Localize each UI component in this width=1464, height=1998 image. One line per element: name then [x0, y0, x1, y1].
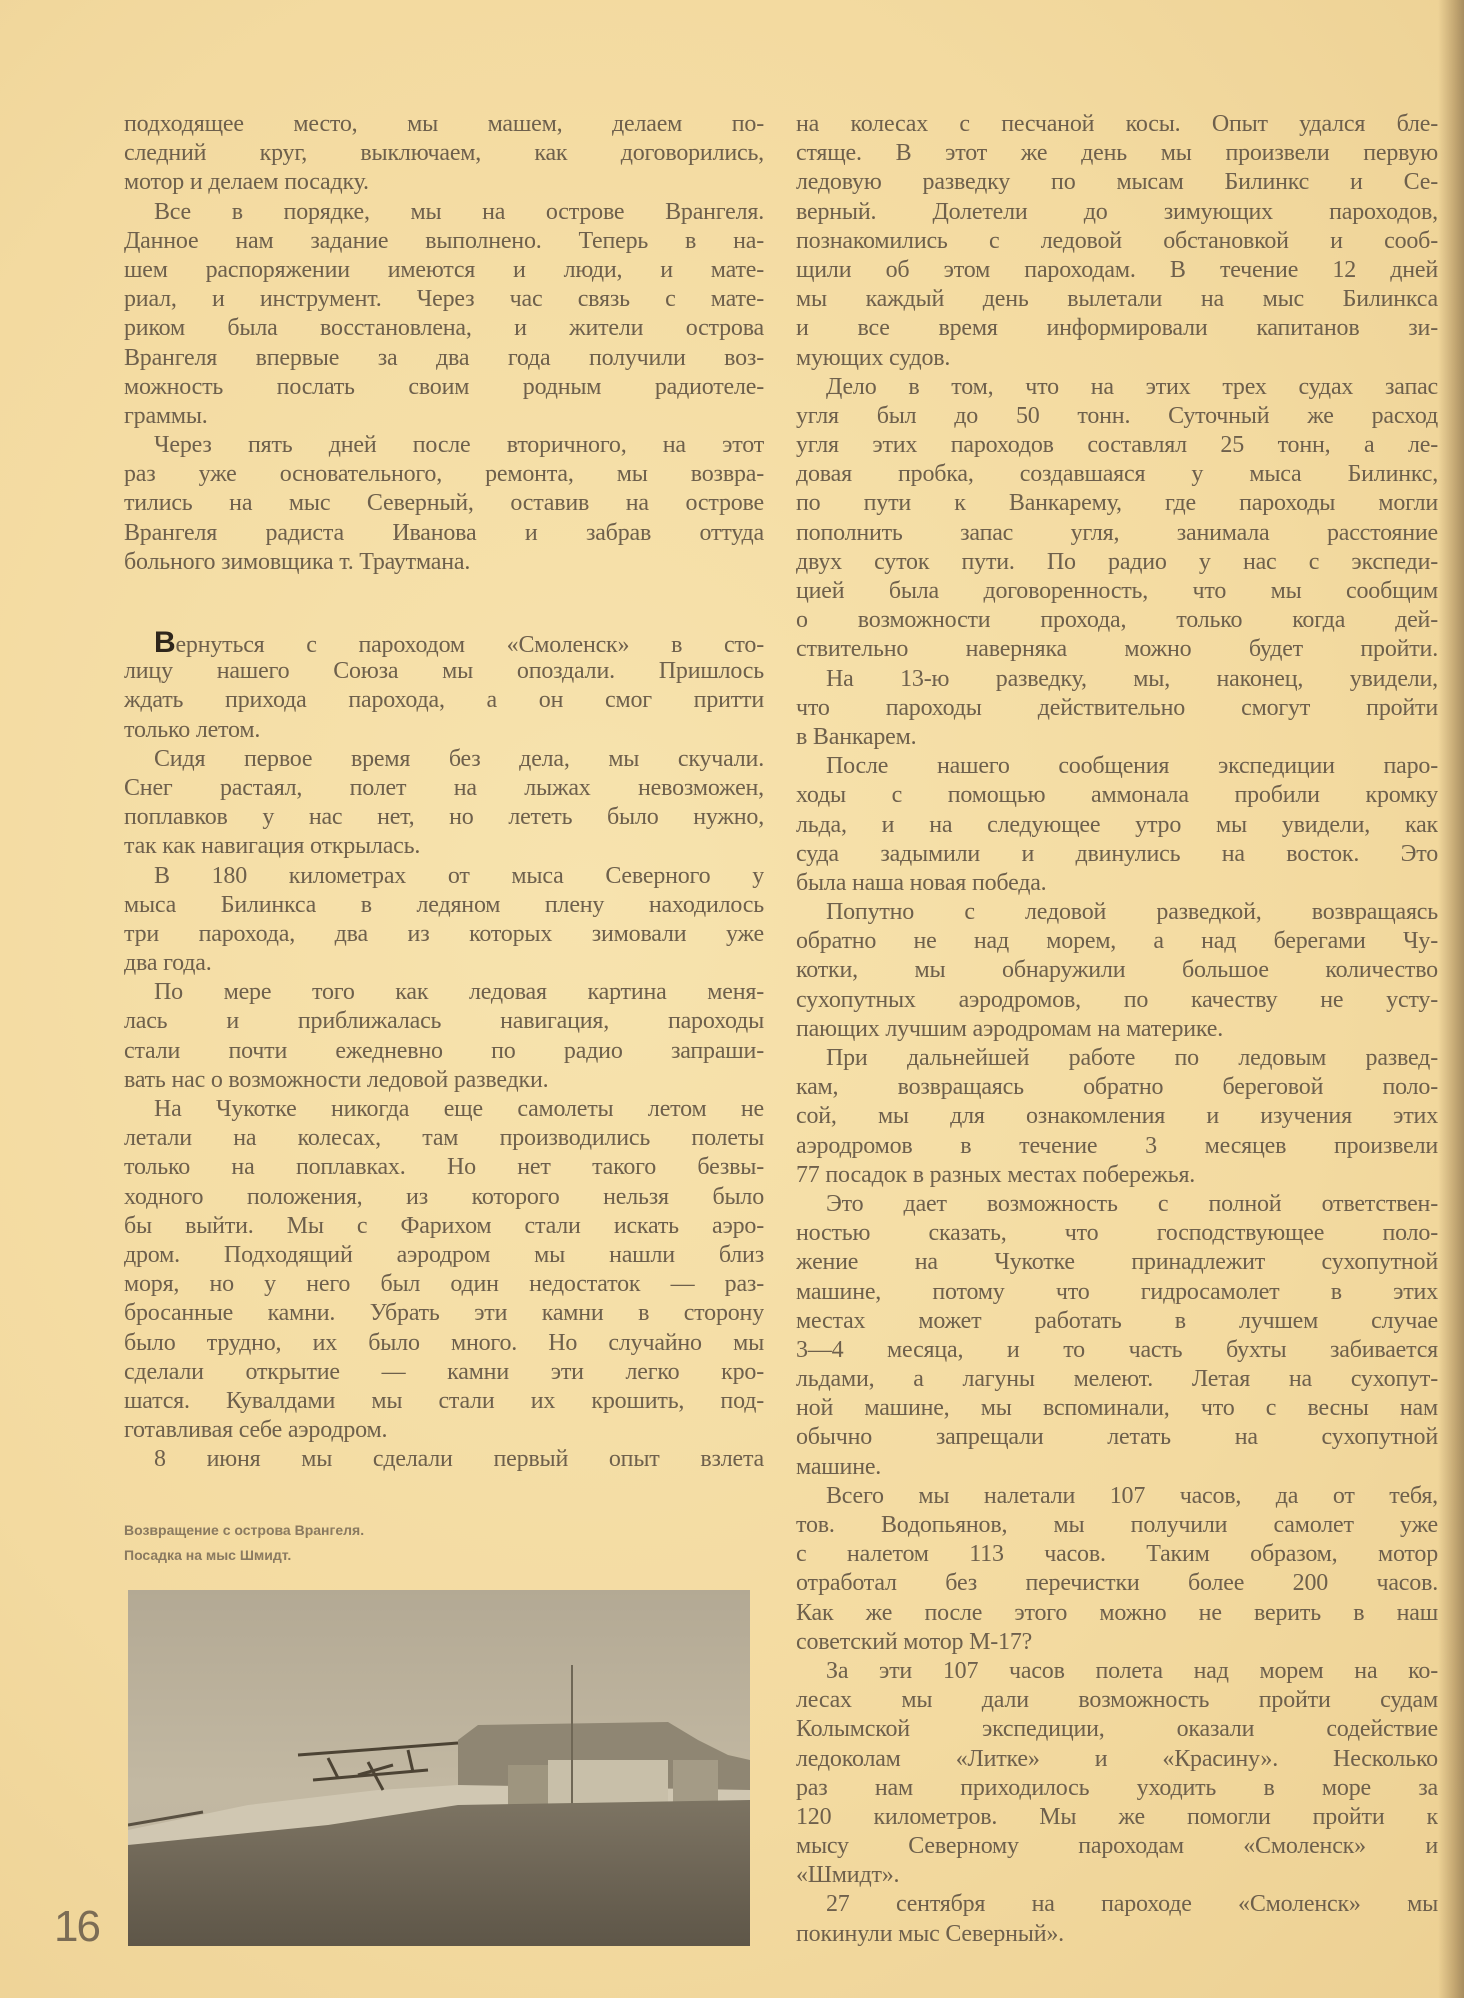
- text-line: [796, 1336, 1438, 1365]
- paragraph: [796, 1190, 1438, 1482]
- paragraph: [796, 1657, 1438, 1891]
- text-line-content: довая пробка, создавшаяся у мыса Билинкс,: [796, 461, 1438, 488]
- text-line-content: о возможности прохода, только когда дей-: [796, 607, 1438, 634]
- text-line: [124, 832, 764, 861]
- left-column-bottom-text: [124, 628, 764, 1474]
- text-line: [796, 606, 1438, 635]
- text-line-content: Все в порядке, мы на острове Врангеля.: [154, 198, 764, 225]
- text-line-content: было трудно, их было много. Но случайно мы: [124, 1329, 764, 1356]
- text-line-content: Как же после этого можно не верить в наш: [796, 1599, 1438, 1626]
- text-line: [796, 1278, 1438, 1307]
- text-line-content: пающих лучшим аэродромам на материке.: [796, 1015, 1224, 1042]
- text-line-content: В 180 километрах от мыса Северного у: [154, 862, 764, 889]
- text-line: [796, 1715, 1438, 1744]
- text-line-content: лась и приближалась навигация, пароходы: [124, 1008, 764, 1035]
- text-line-content: мотор и делаем посадку.: [124, 169, 369, 196]
- photo-caption-line-2: Посадка на мыс Шмидт.: [124, 1547, 292, 1563]
- text-line-content: можность послать своим родным радиотеле-: [124, 373, 764, 400]
- text-line-content: 120 километров. Мы же помогли пройти к: [796, 1803, 1438, 1830]
- paragraph: [124, 431, 764, 577]
- text-line: [796, 1482, 1438, 1511]
- text-line: [796, 548, 1438, 577]
- photo-building: [508, 1765, 548, 1810]
- text-line-content: Снег растаял, полет на лыжах невозможен,: [124, 774, 764, 801]
- text-line-content: и все время информировали капитанов зи-: [796, 315, 1438, 342]
- text-line: [124, 198, 764, 227]
- text-line-content: За эти 107 часов полета над морем на ко-: [826, 1657, 1438, 1684]
- text-line: [796, 1686, 1438, 1715]
- text-line-content: местах может работать в лучшем случае: [796, 1307, 1438, 1334]
- text-line: [796, 1219, 1438, 1248]
- text-line: [796, 139, 1438, 168]
- text-line: [796, 1657, 1438, 1686]
- text-line-content: два года.: [124, 950, 212, 977]
- text-line: [796, 986, 1438, 1015]
- text-line: [124, 110, 764, 139]
- paragraph: [124, 978, 764, 1095]
- text-line: [124, 373, 764, 402]
- text-line-content: кам, возвращаясь обратно береговой поло-: [796, 1074, 1438, 1101]
- text-line-content: граммы.: [124, 402, 208, 429]
- text-line: [124, 774, 764, 803]
- text-line: [796, 198, 1438, 227]
- text-line-content: обратно не над морем, а над берегами Чу-: [796, 928, 1438, 955]
- text-line-content: щили об этом пароходам. В течение 12 дней: [796, 256, 1438, 283]
- text-line-content: пополнить запас угля, занимала расстояние: [796, 519, 1438, 546]
- text-line: [796, 285, 1438, 314]
- text-line-content: Через пять дней после вторичного, на этот: [154, 432, 764, 459]
- paragraph: [796, 1890, 1438, 1948]
- text-line-content: котки, мы обнаружили большое количество: [796, 957, 1438, 984]
- text-line-content: шатся. Кувалдами мы стали их крошить, под-: [124, 1387, 764, 1414]
- text-line-content: тились на мыс Северный, оставив на острове: [124, 490, 764, 517]
- text-line: [124, 1416, 764, 1445]
- text-line-content: аэродромов в течение 3 месяцев произвели: [796, 1132, 1438, 1159]
- text-line: [124, 1066, 764, 1095]
- text-line-content: познакомились с ледовой обстановкой и сооб-: [796, 227, 1438, 254]
- photo-airplane-landing: [128, 1590, 750, 1946]
- text-line-content: На Чукотке никогда еще самолеты летом не: [154, 1096, 764, 1122]
- text-line: [796, 898, 1438, 927]
- paragraph: [796, 665, 1438, 753]
- text-line-content: ледовую разведку по мысам Билинкс и Се-: [796, 169, 1438, 196]
- text-line-content: ернуться с пароходом «Смоленск» в сто-: [175, 632, 764, 658]
- text-line: [796, 1890, 1438, 1919]
- text-line: [796, 227, 1438, 256]
- text-line-content: только на поплавках. Но нет такого безвы-: [124, 1154, 764, 1181]
- paragraph: [796, 373, 1438, 665]
- text-line: [124, 489, 764, 518]
- text-line: [796, 577, 1438, 606]
- text-line: [124, 402, 764, 431]
- text-line-content: суда задымили и двинулись на восток. Это: [796, 840, 1438, 867]
- text-line: [796, 1832, 1438, 1861]
- text-line-content: моря, но у него был один недостаток — раз-: [124, 1271, 764, 1298]
- text-line-content: двух суток пути. По радио у нас с экспеди-: [796, 548, 1438, 575]
- text-line: [124, 657, 764, 686]
- text-line: [796, 1861, 1438, 1890]
- text-line: [796, 723, 1438, 752]
- text-line-content: ностью сказать, что господствующее поло-: [796, 1220, 1438, 1247]
- text-line: [796, 869, 1438, 898]
- text-line: [124, 1270, 764, 1299]
- text-line-content: только летом.: [124, 716, 261, 743]
- text-line-content: следний круг, выключаем, как договорились,: [124, 140, 764, 167]
- text-line: [124, 1212, 764, 1241]
- text-line: [124, 803, 764, 832]
- text-line: [796, 110, 1438, 139]
- text-line-content: верный. Долетели до зимующих пароходов,: [796, 198, 1438, 225]
- text-line-content: мующих судов.: [796, 344, 951, 371]
- text-line: [796, 1161, 1438, 1190]
- text-line-content: Колымской экспедиции, оказали содействие: [796, 1716, 1438, 1743]
- text-line-content: льдами, а лагуны мелеют. Летая на сухопут-: [796, 1366, 1438, 1393]
- text-line-content: 8 июня мы сделали первый опыт взлета: [154, 1446, 764, 1473]
- text-line: [796, 1569, 1438, 1598]
- text-line-content: на колесах с песчаной косы. Опыт удался бле-: [796, 111, 1438, 137]
- text-line-content: «Шмидт».: [796, 1862, 900, 1889]
- paragraph: [796, 1482, 1438, 1657]
- paragraph: [124, 1095, 764, 1445]
- text-line-content: раз нам приходилось уходить в море за: [796, 1774, 1438, 1801]
- text-line: [796, 811, 1438, 840]
- text-line: [124, 1183, 764, 1212]
- text-line: [124, 745, 764, 774]
- text-line-content: мыса Билинкса в ледяном плену находилось: [124, 891, 764, 918]
- text-line: [796, 373, 1438, 402]
- text-line: [124, 227, 764, 256]
- text-line: [124, 519, 764, 548]
- text-line: [796, 781, 1438, 810]
- text-line: [124, 1153, 764, 1182]
- text-line-content: Врангеля радиста Иванова и забрав оттуда: [124, 519, 764, 546]
- paragraph: [124, 628, 764, 745]
- text-line-content: так как навигация открылась.: [124, 833, 421, 860]
- text-line-content: шем распоряжении имеются и люди, и мате-: [124, 256, 764, 283]
- text-line-content: Всего мы налетали 107 часов, да от тебя,: [826, 1482, 1438, 1509]
- text-line: [796, 1394, 1438, 1423]
- text-line: [796, 1248, 1438, 1277]
- text-line: [124, 344, 764, 373]
- text-line: [796, 1423, 1438, 1452]
- text-line: [124, 314, 764, 343]
- photo-building: [548, 1760, 668, 1805]
- text-line: [124, 1095, 764, 1124]
- text-line: [124, 1037, 764, 1066]
- text-line: [796, 431, 1438, 460]
- text-line: [124, 139, 764, 168]
- text-line-content: отработал без перечистки более 200 часов.: [796, 1570, 1438, 1597]
- photo-building: [673, 1760, 718, 1805]
- text-line-content: 27 сентября на пароходе «Смоленск» мы: [826, 1891, 1438, 1918]
- text-line-content: По мере того как ледовая картина меня-: [154, 979, 764, 1006]
- text-line-content: Сидя первое время без дела, мы скучали.: [154, 745, 764, 772]
- text-line: [796, 1803, 1438, 1832]
- text-line: [124, 460, 764, 489]
- text-line: [796, 1511, 1438, 1540]
- text-line-content: была наша новая победа.: [796, 869, 1047, 896]
- text-line: [796, 1745, 1438, 1774]
- text-line-content: ледоколам «Литке» и «Красину». Несколько: [796, 1745, 1438, 1772]
- text-line-content: риком была восстановлена, и жители острова: [124, 315, 764, 342]
- text-line-content: с налетом 113 часов. Таким образом, мотор: [796, 1541, 1438, 1568]
- text-line: [124, 1358, 764, 1387]
- text-line-content: сухопутных аэродромов, по качеству не усту-: [796, 986, 1438, 1013]
- text-line: [796, 1920, 1438, 1949]
- text-line-content: ной машине, мы вспоминали, что с весны нам: [796, 1395, 1438, 1422]
- text-line-content: льда, и на следующее утро мы увидели, как: [796, 811, 1438, 838]
- text-line: [124, 862, 764, 891]
- text-line-content: ждать прихода парохода, а он смог притти: [124, 687, 764, 714]
- text-line: [796, 665, 1438, 694]
- text-line-content: ствительно наверняка можно будет пройти.: [796, 636, 1438, 663]
- text-line: [124, 628, 764, 657]
- text-line: [124, 716, 764, 745]
- text-line: [124, 949, 764, 978]
- text-line-content: машине, потому что гидросамолет в этих: [796, 1278, 1438, 1305]
- paragraph: [796, 1044, 1438, 1190]
- text-line-content: мы каждый день вылетали на мыс Билинкса: [796, 286, 1438, 313]
- text-line-content: 3—4 месяца, и то часть бухты забивается: [796, 1336, 1438, 1363]
- text-line: [796, 344, 1438, 373]
- text-line-content: вать нас о возможности ледовой разведки.: [124, 1066, 549, 1093]
- text-line-content: что пароходы действительно смогут пройти: [796, 694, 1438, 721]
- text-line: [124, 686, 764, 715]
- text-line-content: На 13-ю разведку, мы, наконец, увидели,: [826, 665, 1438, 692]
- paragraph: [796, 898, 1438, 1044]
- paragraph: [124, 198, 764, 432]
- text-line-content: лесах мы дали возможность пройти судам: [796, 1687, 1438, 1714]
- text-line-content: мысу Северному пароходам «Смоленск» и: [796, 1833, 1438, 1860]
- text-line: [796, 1453, 1438, 1482]
- text-line: [796, 256, 1438, 285]
- text-line: [796, 460, 1438, 489]
- text-line: [796, 1307, 1438, 1336]
- text-line-content: по пути к Ванкарему, где пароходы могли: [796, 490, 1438, 517]
- text-line: [796, 489, 1438, 518]
- text-line: [796, 1628, 1438, 1657]
- text-line-content: жение на Чукотке принадлежит сухопутной: [796, 1249, 1438, 1276]
- text-line-content: поплавков у нас нет, но лететь было нужно,: [124, 804, 764, 831]
- text-line-content: покинули мыс Северный».: [796, 1920, 1064, 1947]
- text-line-content: в Ванкарем.: [796, 723, 917, 750]
- text-line: [124, 256, 764, 285]
- text-line-content: советский мотор М-17?: [796, 1628, 1033, 1655]
- text-line: [796, 752, 1438, 781]
- text-line: [124, 1387, 764, 1416]
- text-line: [124, 1124, 764, 1153]
- text-line-content: Попутно с ледовой разведкой, возвращаясь: [826, 899, 1438, 926]
- text-line-content: машине.: [796, 1453, 882, 1480]
- text-line: [796, 694, 1438, 723]
- text-line-content: тов. Водопьянов, мы получили самолет уже: [796, 1512, 1438, 1538]
- text-line: [796, 1044, 1438, 1073]
- drop-cap: В: [154, 628, 176, 658]
- text-line: [124, 285, 764, 314]
- text-line-content: сой, мы для ознакомления и изучения этих: [796, 1103, 1438, 1130]
- text-line-content: бы выйти. Мы с Фарихом стали искать аэро-: [124, 1212, 764, 1239]
- text-line: [124, 1241, 764, 1270]
- text-line: [124, 1445, 764, 1474]
- paragraph: [124, 1445, 764, 1474]
- photo-caption-line-1: Возвращение с острова Врангеля.: [124, 1522, 365, 1538]
- text-line: [796, 840, 1438, 869]
- text-line-content: больного зимовщика т. Траутмана.: [124, 548, 471, 575]
- text-line-content: угля был до 50 тонн. Суточный же расход: [796, 402, 1438, 429]
- right-column-text: [796, 110, 1438, 1949]
- text-line: [124, 168, 764, 197]
- text-line: [796, 927, 1438, 956]
- page-number: 16: [54, 1902, 99, 1951]
- text-line-content: 77 посадок в разных местах побережья.: [796, 1161, 1196, 1188]
- text-line: [796, 402, 1438, 431]
- text-line-content: стяще. В этот же день мы произвели первую: [796, 140, 1438, 167]
- text-line-content: цией была договоренность, что мы сообщим: [796, 578, 1438, 604]
- paragraph: [124, 745, 764, 862]
- text-line: [796, 1774, 1438, 1803]
- text-line-content: обычно запрещали летать на сухопутной: [796, 1424, 1438, 1451]
- text-line-content: ходы с помощью аммонала пробили кромку: [796, 782, 1438, 809]
- text-line-content: сделали открытие — камни эти легко кро-: [124, 1358, 764, 1385]
- paragraph: [796, 110, 1438, 373]
- text-line: [796, 1599, 1438, 1628]
- text-line: [124, 978, 764, 1007]
- text-line-content: Данное нам задание выполнено. Теперь в на-: [124, 227, 764, 254]
- text-line: [124, 1299, 764, 1328]
- text-line: [124, 1329, 764, 1358]
- text-line-content: угля этих пароходов составлял 25 тонн, а ле-: [796, 432, 1438, 459]
- text-line-content: три парохода, два из которых зимовали уже: [124, 920, 764, 947]
- text-line-content: Врангеля впервые за два года получили воз-: [124, 344, 764, 371]
- paragraph: [124, 110, 764, 198]
- text-line: [796, 1015, 1438, 1044]
- text-line-content: лицу нашего Союза мы опоздали. Пришлось: [124, 658, 764, 685]
- text-line-content: При дальнейшей работе по ледовым развед-: [826, 1045, 1438, 1071]
- text-line: [796, 1190, 1438, 1219]
- text-line: [124, 548, 764, 577]
- text-line-content: бросанные камни. Убрать эти камни в сторону: [124, 1300, 764, 1327]
- text-line-content: ходного положения, из которого нельзя было: [124, 1183, 764, 1210]
- text-line-content: дром. Подходящий аэродром мы нашли близ: [124, 1241, 764, 1268]
- text-line: [124, 920, 764, 949]
- text-line: [796, 635, 1438, 664]
- text-line: [124, 1007, 764, 1036]
- text-line: [124, 431, 764, 460]
- text-line: [796, 1365, 1438, 1394]
- text-line: [124, 891, 764, 920]
- text-line-content: Это дает возможность с полной ответствен-: [826, 1190, 1438, 1217]
- text-line-content: риал, и инструмент. Через час связь с мате-: [124, 286, 764, 313]
- paragraph: [124, 862, 764, 979]
- text-line: [796, 1540, 1438, 1569]
- text-line: [796, 519, 1438, 548]
- text-line: [796, 168, 1438, 197]
- text-line: [796, 314, 1438, 343]
- photo-caption: [124, 1518, 364, 1568]
- text-line-content: подходящее место, мы машем, делаем по-: [124, 111, 764, 137]
- text-line: [796, 1073, 1438, 1102]
- paragraph: [796, 752, 1438, 898]
- page-binding-shadow: [1438, 0, 1464, 1998]
- left-column-top-text: [124, 110, 764, 577]
- text-line-content: раз уже основательного, ремонта, мы возвра-: [124, 461, 764, 488]
- text-line-content: летали на колесах, там производились полеты: [124, 1125, 764, 1152]
- text-line: [796, 956, 1438, 985]
- text-line: [796, 1102, 1438, 1131]
- text-line-content: Дело в том, что на этих трех судах запас: [826, 373, 1438, 400]
- text-line-content: После нашего сообщения экспедиции паро-: [826, 753, 1438, 780]
- text-line: [796, 1132, 1438, 1161]
- text-line-content: стали почти ежедневно по радио запраши-: [124, 1037, 764, 1064]
- text-line-content: готавливая себе аэродром.: [124, 1417, 388, 1444]
